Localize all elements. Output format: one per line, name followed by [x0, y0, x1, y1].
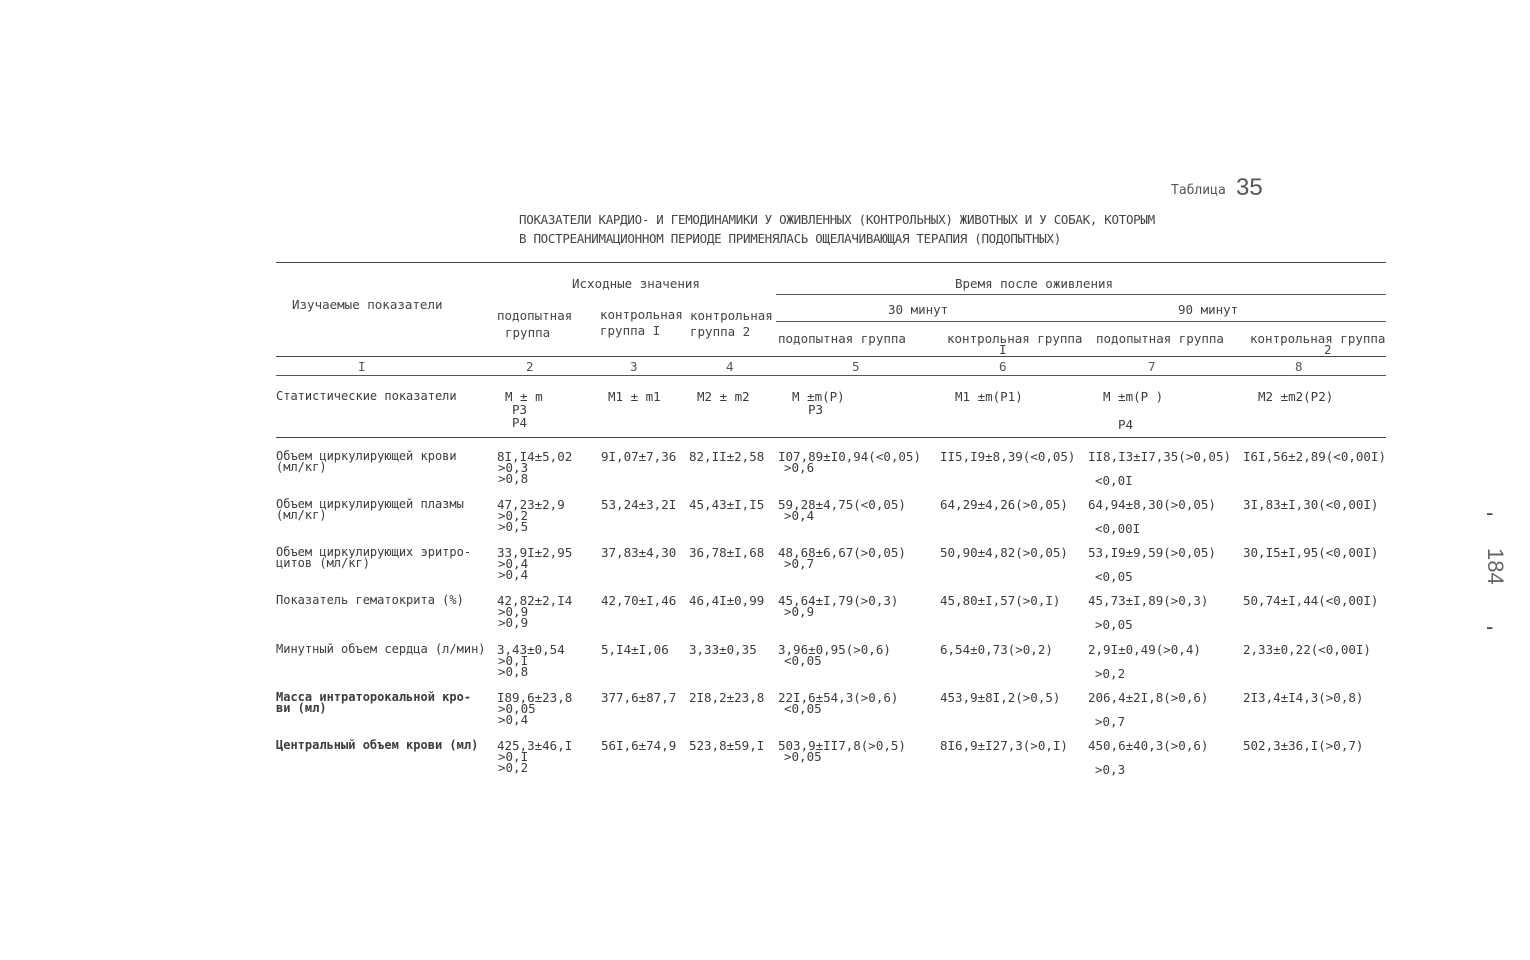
cell-initial-ctrl1: 5,I4±I,06 — [601, 642, 669, 657]
cell-90min-exp-0: 53,I9±9,59(>0,05) — [1088, 545, 1216, 560]
cell-30min-exp-0: 45,64±I,79(>0,3) — [778, 593, 899, 608]
cell-initial-exp-2: >0,2 — [498, 760, 529, 775]
cell-90min-ctrl2: 2I3,4±I4,3(>0,8) — [1243, 690, 1364, 705]
header-rule-1 — [776, 294, 1386, 295]
cell-30min-ctrl1: 6,54±0,73(>0,2) — [940, 642, 1053, 657]
cell-90min-ctrl2: 2,33±0,22(<0,00I) — [1243, 642, 1371, 657]
cell-30min-ctrl1: 64,29±4,26(>0,05) — [940, 497, 1068, 512]
stat-row-label: Статистические показатели — [276, 389, 457, 403]
cell-initial-ctrl1: 37,83±4,30 — [601, 545, 677, 560]
header-rule-2 — [776, 321, 1386, 322]
row-label-line1: Объем циркулирующей крови — [276, 449, 457, 463]
cell-initial-ctrl1: 56I,6±74,9 — [601, 738, 677, 753]
cell-90min-exp-1: >0,7 — [1095, 714, 1126, 729]
row-label-line1: Центральный объем крови (мл) — [276, 738, 479, 752]
row-label-line1: Объем циркулирующих эритро- — [276, 545, 472, 559]
header-ctrl90-sub: 2 — [1324, 342, 1332, 357]
cell-90min-exp-0: 64,94±8,30(>0,05) — [1088, 497, 1216, 512]
cell-30min-exp-1: <0,05 — [784, 653, 822, 668]
column-number-5: 5 — [852, 359, 860, 374]
header-90-min: 90 минут — [1178, 302, 1239, 317]
page-number: 184 — [1483, 548, 1508, 585]
cell-initial-exp-2: >0,8 — [498, 471, 529, 486]
table-caption-number: 35 — [1236, 174, 1263, 201]
cell-30min-exp-1: <0,05 — [784, 701, 822, 716]
cell-initial-ctrl2: 82,II±2,58 — [689, 449, 765, 464]
column-number-7: 7 — [1148, 359, 1156, 374]
row-label-line2: (мл/кг) — [276, 460, 327, 474]
cell-90min-ctrl2: 30,I5±I,95(<0,00I) — [1243, 545, 1379, 560]
column-number-3: 3 — [630, 359, 638, 374]
cell-30min-exp-0: 59,28±4,75(<0,05) — [778, 497, 906, 512]
cell-initial-ctrl1: 9I,07±7,36 — [601, 449, 677, 464]
cell-90min-ctrl2: 502,3±36,I(>0,7) — [1243, 738, 1364, 753]
header-exp90: подопытная группа — [1096, 331, 1224, 346]
row-label-line1: Объем циркулирующей плазмы — [276, 497, 464, 511]
cell-90min-exp-1: >0,2 — [1095, 666, 1126, 681]
cell-90min-exp-1: <0,0I — [1095, 473, 1133, 488]
header-exp-group-2: группа — [505, 325, 551, 340]
table-caption-label: Таблица — [1171, 183, 1226, 198]
cell-30min-ctrl1: 45,80±I,57(>0,I) — [940, 593, 1061, 608]
cell-90min-ctrl2: 50,74±I,44(<0,00I) — [1243, 593, 1379, 608]
cell-90min-exp-1: <0,05 — [1095, 569, 1133, 584]
cell-initial-exp-0: 42,82±2,I4 — [497, 593, 573, 608]
cell-initial-ctrl2: 46,4I±0,99 — [689, 593, 765, 608]
cell-90min-exp-1: >0,3 — [1095, 762, 1126, 777]
table-top-rule — [276, 262, 1386, 263]
stat-col7-sub: P4 — [1118, 417, 1134, 432]
header-time-after: Время после оживления — [955, 276, 1114, 291]
row-label-line1: Масса интраторокальной кро- — [276, 690, 472, 704]
stat-col8: M2 ±m2(P2) — [1258, 389, 1334, 404]
cell-30min-exp-1: >0,7 — [784, 556, 815, 571]
cell-30min-exp-1: >0,4 — [784, 508, 815, 523]
cell-90min-exp-0: II8,I3±I7,35(>0,05) — [1088, 449, 1231, 464]
cell-30min-ctrl1: 50,90±4,82(>0,05) — [940, 545, 1068, 560]
stat-col5: M ±m(P) — [792, 389, 845, 404]
cell-90min-exp-1: >0,05 — [1095, 617, 1133, 632]
cell-initial-exp-1: >0,I — [498, 749, 529, 764]
header-ctrl30-sub: I — [999, 342, 1007, 357]
row-label-line1: Показатель гематокрита (%) — [276, 593, 464, 607]
stat-row-rule — [276, 437, 1386, 438]
cell-initial-ctrl1: 53,24±3,2I — [601, 497, 677, 512]
cell-90min-exp-0: 450,6±40,3(>0,6) — [1088, 738, 1209, 753]
cell-initial-exp-1: >0,05 — [498, 701, 536, 716]
header-ctrl1-2: группа I — [600, 323, 661, 338]
row-label-line2: ви (мл) — [276, 701, 327, 715]
table-title-line1: ПОКАЗАТЕЛИ КАРДИО- И ГЕМОДИНАМИКИ У ОЖИВЛЕННЫХ (КОНТРОЛЬНЫХ) ЖИВОТНЫХ И У СОБАК, КОТОРЫМ — [519, 212, 1155, 227]
cell-90min-ctrl2: 3I,83±I,30(<0,00I) — [1243, 497, 1379, 512]
page-dash-bottom: - — [1486, 614, 1494, 639]
cell-initial-ctrl2: 45,43±I,I5 — [689, 497, 765, 512]
stat-col2-sub2: P4 — [512, 415, 528, 430]
cell-initial-ctrl1: 42,70±I,46 — [601, 593, 677, 608]
cell-initial-exp-0: I89,6±23,8 — [497, 690, 573, 705]
header-initial: Исходные значения — [572, 276, 700, 291]
cell-30min-ctrl1: 8I6,9±I27,3(>0,I) — [940, 738, 1068, 753]
stat-col4: M2 ± m2 — [697, 389, 750, 404]
column-number-8: 8 — [1295, 359, 1303, 374]
header-bottom-rule — [276, 356, 1386, 357]
cell-30min-exp-0: 3,96±0,95(>0,6) — [778, 642, 891, 657]
cell-30min-exp-1: >0,9 — [784, 604, 815, 619]
cell-initial-exp-0: 33,9I±2,95 — [497, 545, 573, 560]
cell-initial-ctrl1: 377,6±87,7 — [601, 690, 677, 705]
cell-30min-exp-1: >0,05 — [784, 749, 822, 764]
header-ctrl1-1: контрольная — [600, 307, 683, 322]
cell-initial-exp-2: >0,8 — [498, 664, 529, 679]
cell-30min-exp-0: 22I,6±54,3(>0,6) — [778, 690, 899, 705]
cell-initial-exp-2: >0,5 — [498, 519, 529, 534]
header-exp-group-1: подопытная — [497, 308, 573, 323]
cell-30min-ctrl1: 453,9±8I,2(>0,5) — [940, 690, 1061, 705]
colnum-rule — [276, 375, 1386, 376]
header-ctrl2-2: группа 2 — [690, 324, 751, 339]
cell-initial-exp-1: >0,I — [498, 653, 529, 668]
cell-90min-exp-0: 2,9I±0,49(>0,4) — [1088, 642, 1201, 657]
cell-90min-ctrl2: I6I,56±2,89(<0,00I) — [1243, 449, 1386, 464]
cell-initial-ctrl2: 3,33±0,35 — [689, 642, 757, 657]
cell-initial-exp-0: 3,43±0,54 — [497, 642, 565, 657]
header-ctrl30: контрольная группа — [947, 331, 1083, 346]
column-number-6: 6 — [999, 359, 1007, 374]
cell-30min-exp-0: 503,9±II7,8(>0,5) — [778, 738, 906, 753]
stat-col2-sub1: P3 — [512, 402, 528, 417]
stat-col2: M ± m — [505, 389, 543, 404]
cell-initial-exp-2: >0,4 — [498, 712, 529, 727]
cell-initial-exp-2: >0,9 — [498, 615, 529, 630]
cell-30min-exp-1: >0,6 — [784, 460, 815, 475]
header-30-min: 30 минут — [888, 302, 949, 317]
cell-initial-ctrl2: 36,78±I,68 — [689, 545, 765, 560]
cell-initial-exp-1: >0,2 — [498, 508, 529, 523]
cell-30min-exp-0: I07,89±I0,94(<0,05) — [778, 449, 921, 464]
header-studied: Изучаемые показатели — [292, 297, 443, 312]
cell-initial-exp-0: 425,3±46,I — [497, 738, 573, 753]
column-number-1: I — [358, 359, 366, 374]
cell-initial-exp-0: 8I,I4±5,02 — [497, 449, 573, 464]
stat-col3: M1 ± m1 — [608, 389, 661, 404]
column-number-2: 2 — [526, 359, 534, 374]
stat-col7: M ±m(P ) — [1103, 389, 1164, 404]
row-label-line2: (мл/кг) — [276, 508, 327, 522]
cell-initial-ctrl2: 2I8,2±23,8 — [689, 690, 765, 705]
cell-30min-ctrl1: II5,I9±8,39(<0,05) — [940, 449, 1076, 464]
row-label-line2: цитов (мл/кг) — [276, 556, 370, 570]
header-ctrl90: контрольная группа — [1250, 331, 1386, 346]
page-dash-top: - — [1486, 500, 1494, 525]
cell-initial-exp-0: 47,23±2,9 — [497, 497, 565, 512]
header-exp30: подопытная группа — [778, 331, 906, 346]
column-number-4: 4 — [726, 359, 734, 374]
stat-col6: M1 ±m(P1) — [955, 389, 1023, 404]
cell-90min-exp-0: 206,4±2I,8(>0,6) — [1088, 690, 1209, 705]
cell-initial-exp-1: >0,4 — [498, 556, 529, 571]
cell-initial-exp-1: >0,9 — [498, 604, 529, 619]
cell-90min-exp-1: <0,00I — [1095, 521, 1141, 536]
header-ctrl2-1: контрольная — [690, 308, 773, 323]
cell-90min-exp-0: 45,73±I,89(>0,3) — [1088, 593, 1209, 608]
cell-initial-ctrl2: 523,8±59,I — [689, 738, 765, 753]
stat-col5-sub: P3 — [808, 402, 824, 417]
cell-initial-exp-2: >0,4 — [498, 567, 529, 582]
cell-initial-exp-1: >0,3 — [498, 460, 529, 475]
cell-30min-exp-0: 48,68±6,67(>0,05) — [778, 545, 906, 560]
table-title-line2: В ПОСТРЕАНИМАЦИОННОМ ПЕРИОДЕ ПРИМЕНЯЛАСЬ ОЩЕЛАЧИВАЮЩАЯ ТЕРАПИЯ (ПОДОПЫТНЫХ) — [519, 231, 1061, 246]
row-label-line1: Минутный объем сердца (л/мин) — [276, 642, 486, 656]
